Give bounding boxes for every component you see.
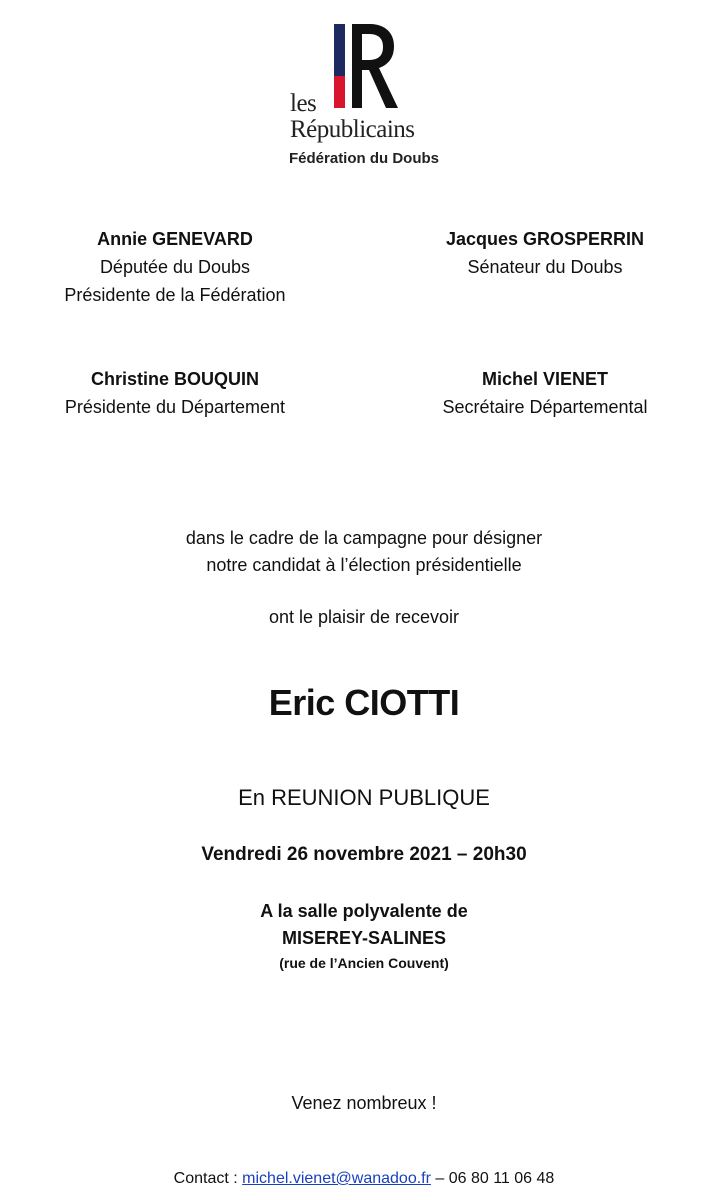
venue xyxy=(0,898,728,974)
signatory-name: Christine BOUQUIN xyxy=(90,369,259,389)
guest-name: Eric CIOTTI xyxy=(268,682,460,723)
event-date: Vendredi 26 novembre 2021 – 20h30 xyxy=(201,844,527,865)
contact-email-link[interactable]: michel.vienet@wanadoo.fr xyxy=(242,1170,431,1187)
signatory-christine-bouquin xyxy=(40,365,310,421)
intro-line: notre candidat à l’élection présidentielle xyxy=(206,555,522,575)
signatory-title: Présidente de la Fédération xyxy=(64,285,286,305)
contact-line xyxy=(0,1170,728,1188)
logo-text-les: les xyxy=(290,90,317,117)
contact-label: Contact : xyxy=(173,1170,243,1187)
contact-separator: – xyxy=(430,1170,449,1187)
signatory-title: Secrétaire Départemental xyxy=(442,397,648,417)
lr-monogram-icon xyxy=(332,20,402,110)
contact-phone: 06 80 11 06 48 xyxy=(448,1170,555,1187)
signatory-name: Michel VIENET xyxy=(481,369,609,389)
intro-line: dans le cadre de la campagne pour désigner xyxy=(185,528,543,548)
signatory-name: Jacques GROSPERRIN xyxy=(445,229,645,249)
signatory-michel-vienet xyxy=(400,365,690,421)
logo-text-republicains: Républicains xyxy=(290,116,415,143)
signatory-name: Annie GENEVARD xyxy=(97,229,253,249)
les-republicains-logo xyxy=(286,20,456,170)
federation-label: Fédération du Doubs xyxy=(289,150,439,167)
pleasure-text: ont le plaisir de recevoir xyxy=(268,607,460,627)
signatory-jacques-grosperrin xyxy=(400,225,690,281)
closing-text: Venez nombreux ! xyxy=(291,1093,437,1113)
signatory-annie-genevard xyxy=(40,225,310,309)
venue-city: MISEREY-SALINES xyxy=(281,928,447,948)
signatory-title: Présidente du Département xyxy=(64,397,286,417)
signatory-title: Députée du Doubs xyxy=(99,257,251,277)
venue-address: (rue de l’Ancien Couvent) xyxy=(279,955,449,971)
venue-line: A la salle polyvalente de xyxy=(260,901,468,921)
event-type: En REUNION PUBLIQUE xyxy=(238,785,490,810)
intro-text xyxy=(0,525,728,579)
signatory-title: Sénateur du Doubs xyxy=(467,257,623,277)
